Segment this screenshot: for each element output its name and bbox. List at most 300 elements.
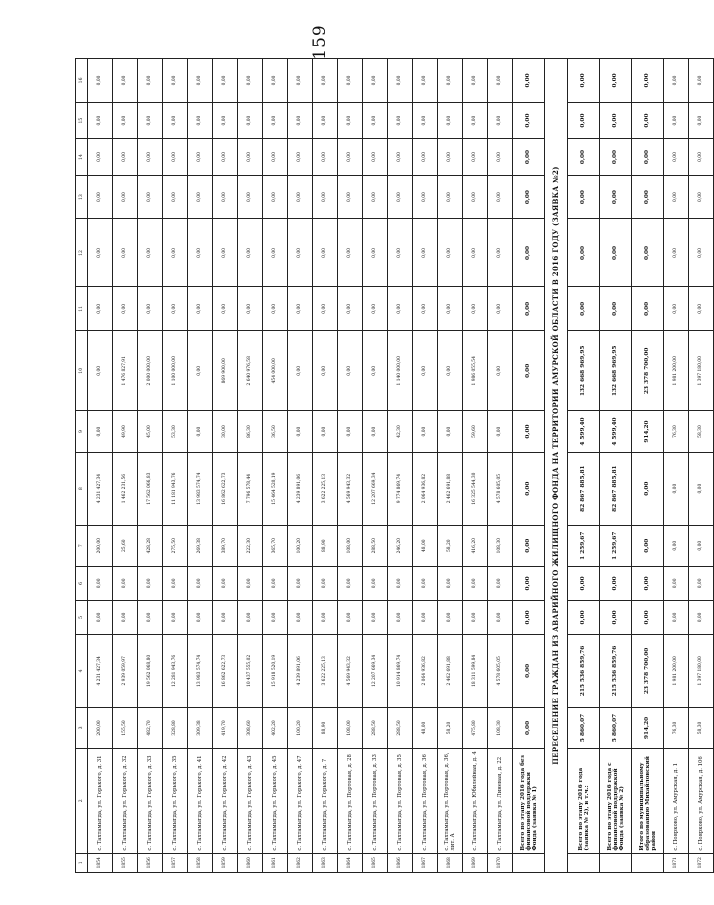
value-cell: 0,00 bbox=[388, 219, 413, 287]
value-cell: 1857 bbox=[163, 853, 188, 872]
value-cell: 13 983 574,74 bbox=[188, 634, 213, 707]
value-cell: 88,90 bbox=[313, 707, 338, 748]
value-cell: 0,00 bbox=[632, 452, 664, 525]
value-cell: 0,00 bbox=[689, 566, 714, 600]
value-cell: 0,00 bbox=[288, 139, 313, 175]
value-cell: 428,28 bbox=[138, 525, 163, 566]
value-cell: 0,00 bbox=[488, 59, 513, 103]
table-row bbox=[363, 59, 388, 873]
column-number: 4 bbox=[76, 634, 88, 707]
address-cell: с. Тахтамыгда, ул. Горького, д. 35 bbox=[163, 749, 188, 853]
value-cell: 2 064 936,82 bbox=[413, 634, 438, 707]
value-cell: 0,00 bbox=[238, 139, 263, 175]
value-cell: 0,00 bbox=[288, 600, 313, 634]
table-row bbox=[388, 59, 413, 873]
value-cell: 4 578 605,05 bbox=[488, 452, 513, 525]
value-cell: 0,00 bbox=[689, 525, 714, 566]
value-cell: 275,50 bbox=[163, 525, 188, 566]
column-number: 14 bbox=[76, 139, 88, 175]
value-cell: 0,00 bbox=[313, 139, 338, 175]
value-cell: 1 140 000,00 bbox=[388, 331, 413, 411]
value-cell: 0,00 bbox=[288, 175, 313, 219]
value-cell: 309,38 bbox=[188, 707, 213, 748]
value-cell: 10 914 869,74 bbox=[388, 634, 413, 707]
value-cell: 914,20 bbox=[632, 411, 664, 452]
value-cell: 914,20 bbox=[632, 707, 664, 748]
value-cell: 1856 bbox=[138, 853, 163, 872]
table-row bbox=[313, 59, 338, 873]
value-cell: 4 599,40 bbox=[600, 411, 632, 452]
total-row bbox=[632, 59, 664, 873]
value-cell: 0,00 bbox=[138, 566, 163, 600]
value-cell: 1 476 827,91 bbox=[113, 331, 138, 411]
value-cell: 0,00 bbox=[513, 411, 545, 452]
value-cell bbox=[568, 853, 600, 872]
address-cell: с. Тахтамыгда, ул. Горького, д. 43 bbox=[238, 749, 263, 853]
value-cell: 108,30 bbox=[488, 707, 513, 748]
value-cell: 0,00 bbox=[238, 287, 263, 331]
value-cell: 82 867 885,81 bbox=[568, 452, 600, 525]
address-cell: с. Тахтамыгда, ул. Горького, д. 42 bbox=[213, 749, 238, 853]
value-cell: 0,00 bbox=[632, 102, 664, 138]
value-cell: 0,00 bbox=[363, 287, 388, 331]
value-cell: 12 207 669,34 bbox=[363, 634, 388, 707]
column-number: 15 bbox=[76, 102, 88, 138]
value-cell: 3 622 225,13 bbox=[313, 634, 338, 707]
value-cell: 0,00 bbox=[438, 219, 463, 287]
value-cell: 0,00 bbox=[568, 139, 600, 175]
value-cell: 0,00 bbox=[600, 600, 632, 634]
value-cell: 0,00 bbox=[363, 600, 388, 634]
value-cell: 108,00 bbox=[338, 707, 363, 748]
table-row bbox=[413, 59, 438, 873]
value-cell: 58,30 bbox=[689, 707, 714, 748]
value-cell: 0,00 bbox=[438, 175, 463, 219]
value-cell: 0,00 bbox=[488, 566, 513, 600]
value-cell: 0,00 bbox=[238, 59, 263, 103]
value-cell: 0,00 bbox=[238, 102, 263, 138]
value-cell: 0,00 bbox=[313, 331, 338, 411]
value-cell: 0,00 bbox=[263, 102, 288, 138]
column-number: 6 bbox=[76, 566, 88, 600]
value-cell: 0,00 bbox=[600, 219, 632, 287]
value-cell: 58,20 bbox=[438, 707, 463, 748]
value-cell: 0,00 bbox=[664, 139, 689, 175]
value-cell: 1866 bbox=[388, 853, 413, 872]
value-cell: 0,00 bbox=[513, 219, 545, 287]
value-cell: 0,00 bbox=[632, 139, 664, 175]
value-cell: 0,00 bbox=[632, 287, 664, 331]
value-cell: 4 239 891,06 bbox=[288, 634, 313, 707]
address-cell: с. Тахтамыгда, ул. Юбилейная, д. 4 bbox=[463, 749, 488, 853]
value-cell: 0,00 bbox=[463, 219, 488, 287]
value-cell: 25,60 bbox=[113, 525, 138, 566]
value-cell: 0,00 bbox=[338, 102, 363, 138]
value-cell: 0,00 bbox=[88, 175, 113, 219]
value-cell bbox=[513, 853, 545, 872]
value-cell: 9 774 869,74 bbox=[388, 452, 413, 525]
value-cell: 200,00 bbox=[88, 525, 113, 566]
value-cell: 1865 bbox=[363, 853, 388, 872]
value-cell: 0,00 bbox=[188, 219, 213, 287]
value-cell: 2 939 059,97 bbox=[113, 634, 138, 707]
value-cell: 0,00 bbox=[413, 59, 438, 103]
value-cell: 0,00 bbox=[488, 600, 513, 634]
value-cell: 0,00 bbox=[113, 102, 138, 138]
value-cell: 200,00 bbox=[88, 707, 113, 748]
value-cell: 0,00 bbox=[568, 219, 600, 287]
value-cell: 0,00 bbox=[568, 566, 600, 600]
value-cell: 4 569 943,32 bbox=[338, 634, 363, 707]
value-cell: 454 000,00 bbox=[263, 331, 288, 411]
value-cell: 0,00 bbox=[513, 525, 545, 566]
value-cell: 0,00 bbox=[438, 287, 463, 331]
column-number: 5 bbox=[76, 600, 88, 634]
value-cell: 0,00 bbox=[363, 219, 388, 287]
value-cell: 0,00 bbox=[363, 139, 388, 175]
value-cell: 4 569 943,32 bbox=[338, 452, 363, 525]
value-cell: 42,30 bbox=[388, 411, 413, 452]
value-cell: 23 378 700,00 bbox=[632, 331, 664, 411]
value-cell: 0,00 bbox=[632, 59, 664, 103]
document-sheet bbox=[75, 58, 704, 873]
value-cell: 0,00 bbox=[463, 102, 488, 138]
address-cell: с. Тахтамыгда, ул. Горького, д. 32 bbox=[113, 749, 138, 853]
value-cell: 0,00 bbox=[88, 600, 113, 634]
value-cell: 0,00 bbox=[138, 59, 163, 103]
value-cell: 0,00 bbox=[88, 139, 113, 175]
column-number: 16 bbox=[76, 59, 88, 103]
value-cell: 0,00 bbox=[513, 566, 545, 600]
value-cell: 0,00 bbox=[600, 139, 632, 175]
value-cell: 288,50 bbox=[363, 707, 388, 748]
value-cell: 0,00 bbox=[463, 566, 488, 600]
value-cell: 482,70 bbox=[138, 707, 163, 748]
value-cell: 0,00 bbox=[438, 139, 463, 175]
value-cell: 0,00 bbox=[513, 331, 545, 411]
value-cell: 0,00 bbox=[388, 566, 413, 600]
value-cell: 1859 bbox=[213, 853, 238, 872]
value-cell: 0,00 bbox=[632, 175, 664, 219]
value-cell: 0,00 bbox=[263, 566, 288, 600]
value-cell: 0,00 bbox=[463, 175, 488, 219]
value-cell: 0,00 bbox=[163, 219, 188, 287]
value-cell: 0,00 bbox=[113, 139, 138, 175]
value-cell: 0,00 bbox=[513, 287, 545, 331]
value-cell: 0,00 bbox=[163, 175, 188, 219]
value-cell: 1855 bbox=[113, 853, 138, 872]
value-cell: 132 668 969,95 bbox=[568, 331, 600, 411]
value-cell: 0,00 bbox=[88, 566, 113, 600]
address-cell: с. Поярково, ул. Амурская, д. 1 bbox=[664, 749, 689, 853]
value-cell: 58,20 bbox=[438, 525, 463, 566]
value-cell: 2 462 691,88 bbox=[438, 452, 463, 525]
value-cell: 0,00 bbox=[363, 59, 388, 103]
table-row bbox=[664, 59, 689, 873]
column-number-row bbox=[76, 59, 88, 873]
value-cell: 86,30 bbox=[238, 411, 263, 452]
value-cell: 100,20 bbox=[288, 707, 313, 748]
value-cell: 0,00 bbox=[313, 566, 338, 600]
value-cell: 328,80 bbox=[163, 707, 188, 748]
value-cell: 1860 bbox=[238, 853, 263, 872]
value-cell: 0,00 bbox=[338, 175, 363, 219]
value-cell: 308,60 bbox=[238, 707, 263, 748]
value-cell: 0,00 bbox=[413, 566, 438, 600]
value-cell: 0,00 bbox=[488, 411, 513, 452]
value-cell: 0,00 bbox=[413, 331, 438, 411]
value-cell: 1 397 180,00 bbox=[689, 634, 714, 707]
value-cell: 0,00 bbox=[513, 139, 545, 175]
value-cell: 0,00 bbox=[213, 59, 238, 103]
value-cell: 0,00 bbox=[463, 59, 488, 103]
value-cell: 0,00 bbox=[338, 331, 363, 411]
address-cell: с. Тахтамыгда, ул. Горького, д. 47 bbox=[288, 749, 313, 853]
value-cell: 0,00 bbox=[338, 59, 363, 103]
address-cell: с. Поярково, ул. Амурская, д. 106 bbox=[689, 749, 714, 853]
value-cell: 0,00 bbox=[413, 287, 438, 331]
value-cell: 0,00 bbox=[138, 175, 163, 219]
value-cell: 0,00 bbox=[338, 287, 363, 331]
total-row bbox=[600, 59, 632, 873]
value-cell: 0,00 bbox=[513, 59, 545, 103]
value-cell: 0,00 bbox=[689, 175, 714, 219]
value-cell: 0,00 bbox=[88, 287, 113, 331]
value-cell: 108,30 bbox=[488, 525, 513, 566]
value-cell: 0,00 bbox=[363, 331, 388, 411]
column-number: 11 bbox=[76, 287, 88, 331]
value-cell: 0,00 bbox=[313, 411, 338, 452]
table-row bbox=[338, 59, 363, 873]
value-cell: 1862 bbox=[288, 853, 313, 872]
value-cell: 269,38 bbox=[188, 525, 213, 566]
value-cell: 215 536 859,76 bbox=[568, 634, 600, 707]
value-cell: 0,00 bbox=[288, 411, 313, 452]
column-number: 8 bbox=[76, 452, 88, 525]
value-cell: 0,00 bbox=[463, 287, 488, 331]
value-cell: 1 462 231,56 bbox=[113, 452, 138, 525]
value-cell: 0,00 bbox=[163, 600, 188, 634]
value-cell: 0,00 bbox=[113, 287, 138, 331]
value-cell: 0,00 bbox=[664, 219, 689, 287]
column-number: 7 bbox=[76, 525, 88, 566]
value-cell: 0,00 bbox=[188, 102, 213, 138]
value-cell: 48,00 bbox=[413, 707, 438, 748]
address-cell: с. Тахтамыгда, ул. Портовая, д. 36, лит. А bbox=[438, 749, 463, 853]
value-cell: 0,00 bbox=[138, 219, 163, 287]
value-cell: 12 281 943,76 bbox=[163, 634, 188, 707]
value-cell: 5 860,07 bbox=[600, 707, 632, 748]
table-row bbox=[288, 59, 313, 873]
value-cell: 59,60 bbox=[463, 411, 488, 452]
value-cell: 18 311 599,84 bbox=[463, 634, 488, 707]
value-cell: 402,20 bbox=[263, 707, 288, 748]
value-cell: 0,00 bbox=[213, 600, 238, 634]
value-cell: 0,00 bbox=[188, 600, 213, 634]
value-cell: 0,00 bbox=[88, 102, 113, 138]
value-cell: 0,00 bbox=[600, 566, 632, 600]
value-cell: 0,00 bbox=[213, 175, 238, 219]
value-cell: 0,00 bbox=[689, 139, 714, 175]
value-cell: 0,00 bbox=[664, 102, 689, 138]
address-cell: с. Тахтамыгда, ул. Линевая, д. 22 bbox=[488, 749, 513, 853]
value-cell: 0,00 bbox=[213, 287, 238, 331]
value-cell: 0,00 bbox=[163, 566, 188, 600]
address-cell: Всего по этапу 2016 года с финансовой поддержкой Фонда (заявка № 2) bbox=[600, 749, 632, 853]
value-cell: 0,00 bbox=[413, 219, 438, 287]
value-cell: 1864 bbox=[338, 853, 363, 872]
value-cell: 0,00 bbox=[463, 600, 488, 634]
value-cell: 1 986 055,54 bbox=[463, 331, 488, 411]
value-cell: 1 397 180,00 bbox=[689, 331, 714, 411]
value-cell: 0,00 bbox=[664, 59, 689, 103]
value-cell: 5 860,07 bbox=[568, 707, 600, 748]
value-cell: 0,00 bbox=[113, 566, 138, 600]
value-cell: 389,70 bbox=[213, 525, 238, 566]
value-cell: 0,00 bbox=[488, 139, 513, 175]
value-cell: 0,00 bbox=[138, 102, 163, 138]
value-cell: 17 562 066,83 bbox=[138, 452, 163, 525]
value-cell: 0,00 bbox=[213, 102, 238, 138]
value-cell: 0,00 bbox=[664, 525, 689, 566]
value-cell: 58,30 bbox=[689, 411, 714, 452]
value-cell: 0,00 bbox=[188, 566, 213, 600]
value-cell: 0,00 bbox=[313, 102, 338, 138]
value-cell: 0,00 bbox=[188, 175, 213, 219]
value-cell: 0,00 bbox=[313, 600, 338, 634]
value-cell: 0,00 bbox=[463, 139, 488, 175]
value-cell: 0,00 bbox=[664, 175, 689, 219]
value-cell: 0,00 bbox=[568, 287, 600, 331]
value-cell: 0,00 bbox=[238, 175, 263, 219]
value-cell: 0,00 bbox=[513, 175, 545, 219]
value-cell: 0,00 bbox=[338, 219, 363, 287]
value-cell: 0,00 bbox=[413, 175, 438, 219]
value-cell: 1863 bbox=[313, 853, 338, 872]
value-cell: 0,00 bbox=[188, 59, 213, 103]
value-cell: 0,00 bbox=[263, 59, 288, 103]
value-cell: 0,00 bbox=[438, 566, 463, 600]
value-cell: 0,00 bbox=[88, 411, 113, 452]
value-cell: 0,00 bbox=[689, 600, 714, 634]
value-cell: 0,00 bbox=[488, 175, 513, 219]
value-cell: 0,00 bbox=[338, 411, 363, 452]
value-cell: 0,00 bbox=[88, 59, 113, 103]
value-cell: 0,00 bbox=[388, 600, 413, 634]
value-cell: 0,00 bbox=[363, 102, 388, 138]
value-cell: 419,70 bbox=[213, 707, 238, 748]
value-cell: 222,30 bbox=[238, 525, 263, 566]
value-cell: 1868 bbox=[438, 853, 463, 872]
value-cell: 0,00 bbox=[600, 287, 632, 331]
table-row bbox=[88, 59, 113, 873]
value-cell: 0,00 bbox=[88, 219, 113, 287]
value-cell: 1870 bbox=[488, 853, 513, 872]
address-cell: с. Тахтамыгда, ул. Горького, д. 7 bbox=[313, 749, 338, 853]
value-cell: 16 862 622,73 bbox=[213, 634, 238, 707]
address-cell: с. Тахтамыгда, ул. Портовая, д. 36 bbox=[413, 749, 438, 853]
value-cell: 11 181 943,76 bbox=[163, 452, 188, 525]
value-cell: 0,00 bbox=[568, 102, 600, 138]
value-cell: 0,00 bbox=[163, 59, 188, 103]
value-cell: 1867 bbox=[413, 853, 438, 872]
value-cell: 0,00 bbox=[513, 634, 545, 707]
value-cell: 0,00 bbox=[664, 287, 689, 331]
section-heading-row bbox=[545, 59, 568, 873]
value-cell: 0,00 bbox=[438, 600, 463, 634]
value-cell: 0,00 bbox=[689, 102, 714, 138]
value-cell: 2 000 000,00 bbox=[138, 331, 163, 411]
value-cell: 246,20 bbox=[388, 525, 413, 566]
value-cell: 0,00 bbox=[163, 287, 188, 331]
value-cell: 76,30 bbox=[664, 411, 689, 452]
value-cell: 155,50 bbox=[113, 707, 138, 748]
value-cell: 0,00 bbox=[288, 219, 313, 287]
value-cell: 19 562 068,80 bbox=[138, 634, 163, 707]
value-cell: 0,00 bbox=[113, 600, 138, 634]
value-cell: 16 862 622,73 bbox=[213, 452, 238, 525]
value-cell: 416,20 bbox=[463, 525, 488, 566]
value-cell: 1 981 200,00 bbox=[664, 331, 689, 411]
table-row bbox=[113, 59, 138, 873]
value-cell: 0,00 bbox=[664, 452, 689, 525]
value-cell: 1 981 200,00 bbox=[664, 634, 689, 707]
value-cell: 0,00 bbox=[338, 139, 363, 175]
value-cell: 0,00 bbox=[513, 102, 545, 138]
value-cell: 0,00 bbox=[689, 287, 714, 331]
value-cell: 0,00 bbox=[600, 102, 632, 138]
value-cell: 0,00 bbox=[488, 287, 513, 331]
value-cell: 0,00 bbox=[263, 600, 288, 634]
value-cell: 49,90 bbox=[113, 411, 138, 452]
address-cell: с. Тахтамыгда, ул. Горького, д. 31 bbox=[88, 749, 113, 853]
table-row bbox=[188, 59, 213, 873]
value-cell: 30,00 bbox=[213, 411, 238, 452]
value-cell: 88,90 bbox=[313, 525, 338, 566]
value-cell: 0,00 bbox=[188, 287, 213, 331]
value-cell: 0,00 bbox=[163, 102, 188, 138]
value-cell: 0,00 bbox=[513, 600, 545, 634]
value-cell: 0,00 bbox=[363, 411, 388, 452]
value-cell: 0,00 bbox=[288, 102, 313, 138]
value-cell: 0,00 bbox=[388, 287, 413, 331]
address-cell: Итого по муниципальному образованию Михайловский район bbox=[632, 749, 664, 853]
value-cell: 0,00 bbox=[488, 219, 513, 287]
address-cell: Всего по этапу 2016 года (заявка № 2), в т.ч.: bbox=[568, 749, 600, 853]
table-row bbox=[463, 59, 488, 873]
value-cell: 100,20 bbox=[288, 525, 313, 566]
value-cell: 0,00 bbox=[388, 175, 413, 219]
address-cell: с. Тахтамыгда, ул. Портовая, д. 33 bbox=[363, 749, 388, 853]
value-cell: 0,00 bbox=[632, 219, 664, 287]
value-cell: 0,00 bbox=[664, 566, 689, 600]
value-cell: 0,00 bbox=[413, 139, 438, 175]
value-cell: 0,00 bbox=[363, 566, 388, 600]
value-cell: 0,00 bbox=[438, 331, 463, 411]
page-number: 159 bbox=[310, 24, 330, 60]
value-cell: 0,00 bbox=[600, 175, 632, 219]
value-cell: 1871 bbox=[664, 853, 689, 872]
value-cell: 0,00 bbox=[568, 59, 600, 103]
column-number: 1 bbox=[76, 853, 88, 872]
value-cell: 475,80 bbox=[463, 707, 488, 748]
table-row bbox=[488, 59, 513, 873]
value-cell: 0,00 bbox=[413, 102, 438, 138]
value-cell: 0,00 bbox=[632, 600, 664, 634]
value-cell: 0,00 bbox=[288, 331, 313, 411]
value-cell: 0,00 bbox=[138, 139, 163, 175]
value-cell: 0,00 bbox=[313, 59, 338, 103]
